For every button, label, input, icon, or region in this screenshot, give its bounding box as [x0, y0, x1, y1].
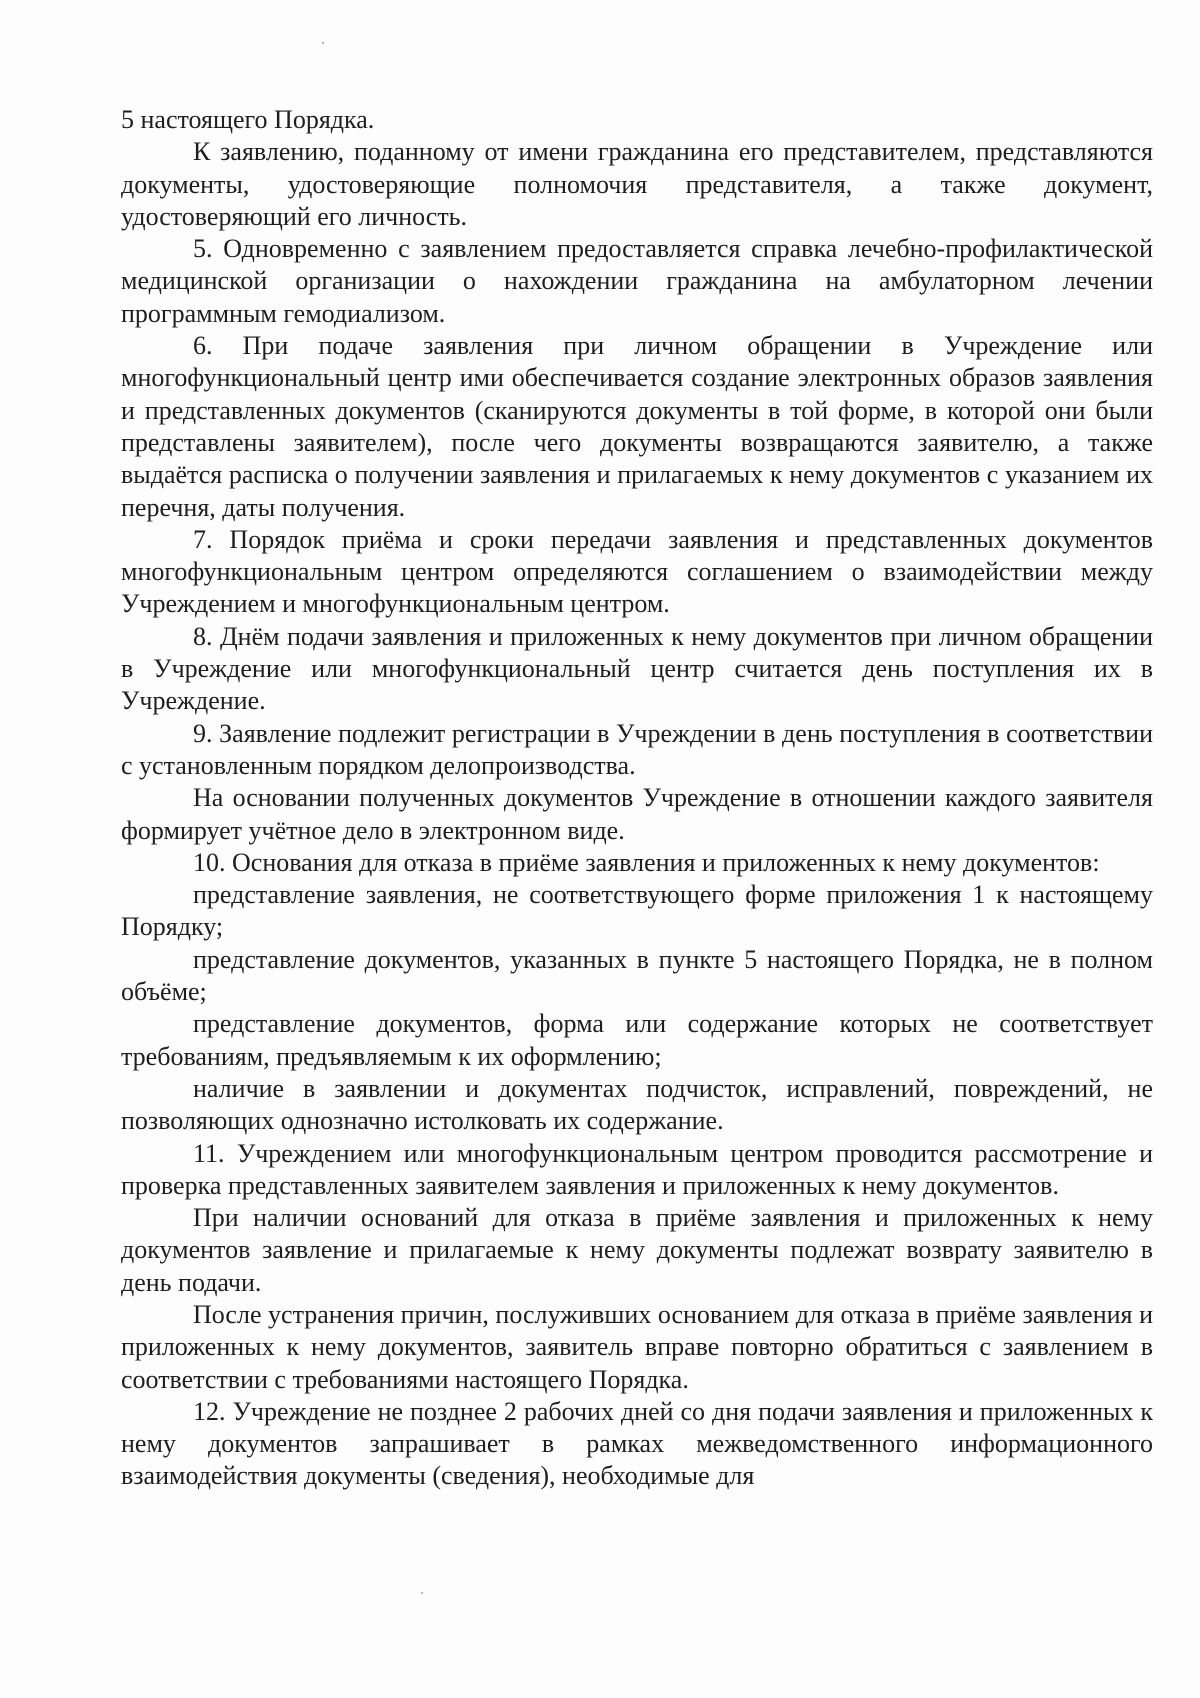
list-item-refusal-2: представление документов, указанных в пункте 5 настоящего Порядка, не в полном объёме; — [121, 944, 1153, 1007]
paragraph-item-8: 8. Днём подачи заявления и приложенных к нему документов при личном обращении в Учреждение или многофункциональный центр считается день поступления их в Учреждение. — [121, 621, 1153, 716]
paragraph-item-10: 10. Основания для отказа в приёме заявления и приложенных к нему документов: — [193, 847, 1100, 877]
list-item-refusal-4: наличие в заявлении и документах подчисток, исправлений, повреждений, не позволяющих однозначно истолковать их содержание. — [121, 1073, 1153, 1136]
scan-speck — [322, 42, 324, 44]
paragraph-item-11: 11. Учреждением или многофункциональным центром проводится рассмотрение и проверка представленных заявителем заявления и приложенных к нему документов. — [121, 1138, 1153, 1200]
paragraph-representative: К заявлению, поданному от имени гражданина его представителем, представляются документы, удостоверяющие полномочия представителя, а также документ, удостоверяющий его личность. — [121, 137, 1153, 231]
paragraph-record-file: На основании полученных документов Учреждение в отношении каждого заявителя формирует учётное дело в электронном виде. — [121, 783, 1153, 845]
paragraph-item-12: 12. Учреждение не позднее 2 рабочих дней со дня подачи заявления и приложенных к нему документов запрашивает в рамках межведомственного информационного взаимодействия документы (сведения), необходимые для — [121, 1396, 1153, 1491]
paragraph-resubmit: После устранения причин, послуживших основанием для отказа в приёме заявления и приложенных к нему документов, заявитель вправе повторно обратиться с заявлением в соответствии с требованиями настоящего Порядка. — [121, 1299, 1153, 1394]
document-body — [121, 104, 1153, 1493]
scan-speck — [421, 1592, 423, 1594]
paragraph-continuation: 5 настоящего Порядка. — [121, 105, 375, 134]
paragraph-item-5: 5. Одновременно с заявлением предоставляется справка лечебно-профилактической медицинской организации о нахождении гражданина на амбулаторном лечении программным гемодиализом. — [121, 234, 1153, 328]
paragraph-return: При наличии оснований для отказа в приёме заявления и приложенных к нему документов заявление и прилагаемые к нему документы подлежат возврату заявителю в день подачи. — [121, 1203, 1153, 1297]
paragraph-item-9: 9. Заявление подлежит регистрации в Учреждении в день поступления в соответствии с установленным порядком делопроизводства. — [121, 718, 1153, 780]
paragraph-item-6: 6. При подаче заявления при личном обращении в Учреждение или многофункциональный центр ими обеспечивается создание электронных образов заявления и представленных документов (сканируются документы в той форме, в которой они были представлены заявителем), после чего документы возвращаются заявителю, а также выдаётся расписка о получении заявления и прилагаемых к нему документов с указанием их перечня, даты получения. — [121, 331, 1153, 522]
paragraph-item-7: 7. Порядок приёма и сроки передачи заявления и представленных документов многофункциональным центром определяются соглашением о взаимодействии между Учреждением и многофункциональным центром. — [121, 524, 1153, 619]
list-item-refusal-1: представление заявления, не соответствующего форме приложения 1 к настоящему Порядку; — [121, 880, 1153, 942]
list-item-refusal-3: представление документов, форма или содержание которых не соответствует требованиям, предъявляемым к их оформлению; — [121, 1009, 1153, 1071]
